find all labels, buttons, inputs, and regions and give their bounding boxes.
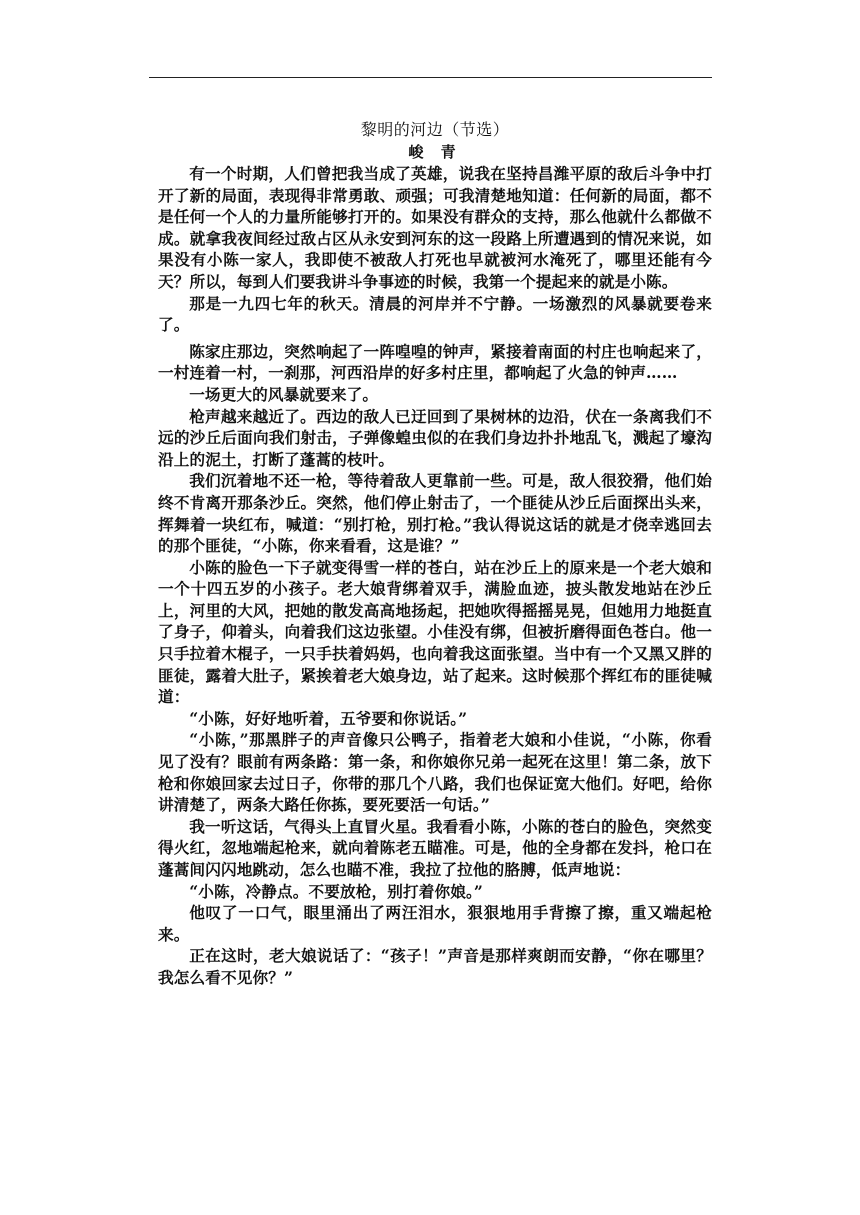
paragraph-11: “小陈，冷静点。不要放枪，别打着你娘。”	[189, 881, 484, 901]
paragraph-9: “小陈，”那黑胖子的声音像只公鸭子，指着老大娘和小佳说，“小陈，你看见了没有？眼前有两条路：第一条，和你娘你兄弟一起死在这里！第二条，放下枪和你娘回家去过日子，你带的那几个八路，我们也保证宽大他们。好吧，给你讲清楚了，两条大路任你拣，要死要活一句话。”	[158, 730, 712, 815]
header-rule	[149, 77, 712, 78]
paragraph-13: 正在这时，老大娘说话了：“孩子！”声音是那样爽朗而安静，“你在哪里？我怎么看不见你？”	[158, 946, 712, 987]
paragraph-5: 枪声越来越近了。西边的敌人已迂回到了果树林的边沿，伏在一条离我们不远的沙丘后面向我们射击，子弹像蝗虫似的在我们身边扑扑地乱飞，溅起了壕沟沿上的泥土，打断了蓬蒿的枝叶。	[158, 406, 712, 469]
paragraph-8: “小陈，好好地听着，五爷要和你说话。”	[189, 708, 468, 728]
paragraph-2: 那是一九四七年的秋天。清晨的河岸并不宁静。一场激烈的风暴就要卷来了。	[158, 293, 712, 335]
article	[158, 118, 712, 989]
paragraph-1: 有一个时期，人们曾把我当成了英雄，说我在坚持昌潍平原的敌后斗争中打开了新的局面，表现得非常勇敢、顽强；可我清楚地知道：任何新的局面，都不是任何一个人的力量所能够打开的。如果没有群众的支持，那么他就什么都做不成。就拿我夜间经过敌占区从永安到河东的这一段路上所遭遇到的情况来说，如果没有小陈一家人，我即使不被敌人打死也早就被河水淹死了，哪里还能有今天？所以，每到人们要我讲斗争事迹的时候，我第一个提起来的就是小陈。	[158, 164, 712, 291]
paragraph-12: 他叹了一口气，眼里涌出了两汪泪水，狠狠地用手背擦了擦，重又端起枪来。	[158, 903, 712, 944]
paragraph-10: 我一听这话，气得头上直冒火星。我看看小陈，小陈的苍白的脸色，突然变得火红，忽地端起枪来，就向着陈老五瞄准。可是，他的全身都在发抖，枪口在蓬蒿间闪闪地跳动，怎么也瞄不准，我拉了拉他的胳膊，低声地说：	[158, 816, 712, 879]
paragraph-3: 陈家庄那边，突然响起了一阵喤喤的钟声，紧接着南面的村庄也响起来了，一村连着一村，一刹那，河西沿岸的好多村庄里，都响起了火急的钟声……	[158, 341, 712, 383]
article-author: 峻 青	[408, 143, 462, 161]
paragraph-6: 我们沉着地不还一枪，等待着敌人更靠前一些。可是，敌人很狡猾，他们始终不肯离开那条沙丘。突然，他们停止射击了，一个匪徒从沙丘后面探出头来，挥舞着一块红布，喊道：“别打枪，别打枪。”我认得说这话的就是才侥幸逃回去的那个匪徒，“小陈，你来看看，这是谁？”	[158, 471, 712, 556]
paragraph-4: 一场更大的风暴就要来了。	[189, 384, 379, 404]
article-title: 黎明的河边（节选）	[360, 120, 510, 139]
paragraph-7: 小陈的脸色一下子就变得雪一样的苍白，站在沙丘上的原来是一个老大娘和一个十四五岁的小孩子。老大娘背绑着双手，满脸血迹，披头散发地站在沙丘上，河里的大风，把她的散发高高地扬起，把她吹得摇摇晃晃，但她用力地挺直了身子，仰着头，向着我们这边张望。小佳没有绑，但被折磨得面色苍白。他一只手拉着木棍子，一只手扶着妈妈，也向着我这面张望。当中有一个又黑又胖的匪徒，露着大肚子，紧挨着老大娘身边，站了起来。这时候那个挥红布的匪徒喊道：	[158, 557, 712, 707]
